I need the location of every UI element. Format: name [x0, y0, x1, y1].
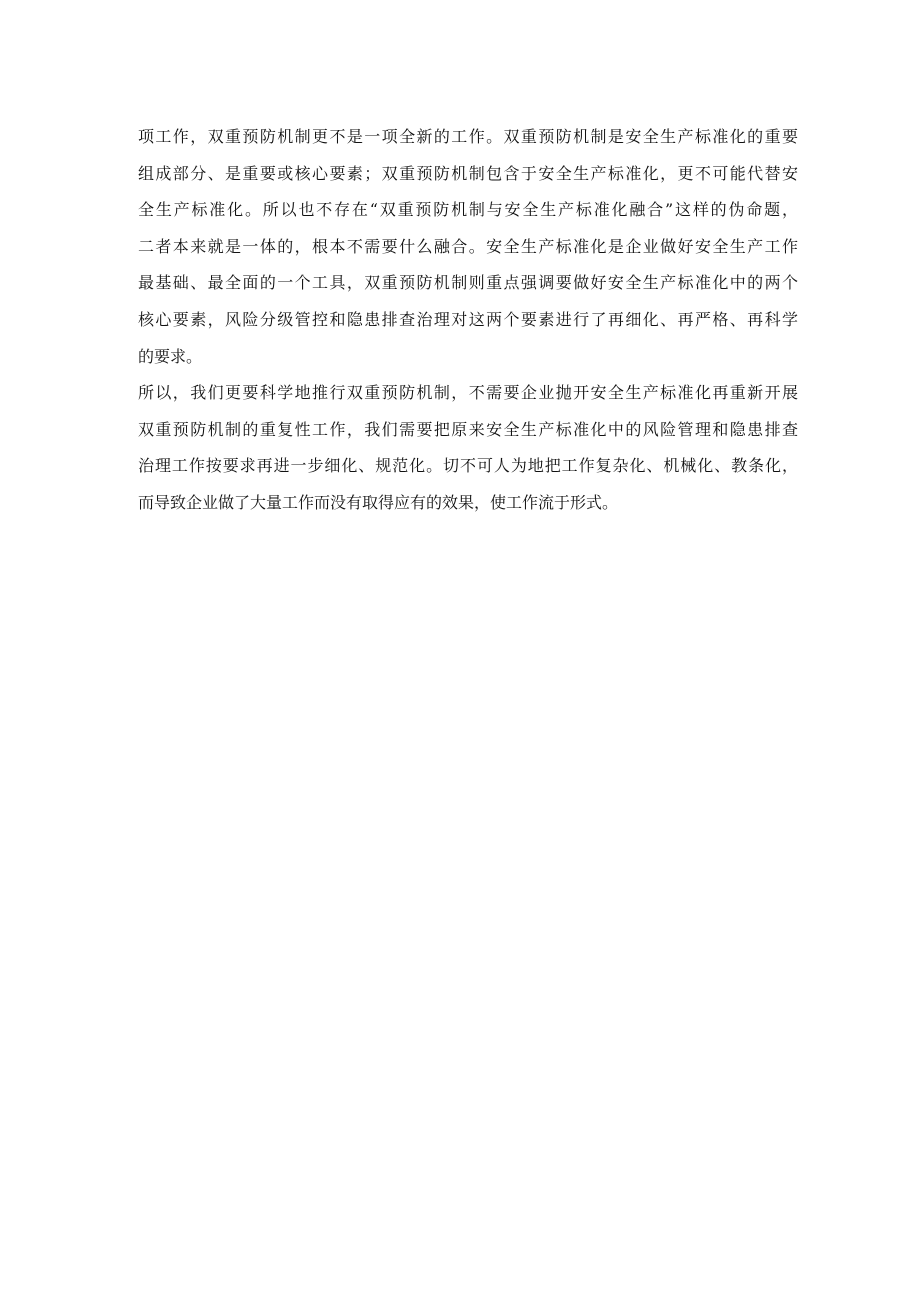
- paragraph-line: 治理工作按要求再进一步细化、规范化。切不可人为地把工作复杂化、机械化、教条化，: [138, 456, 798, 476]
- paragraph-line: 项工作，双重预防机制更不是一项全新的工作。双重预防机制是安全生产标准化的重要: [138, 127, 798, 146]
- paragraph-line: 全生产标准化。所以也不存在“双重预防机制与安全生产标准化融合”这样的伪命题，: [138, 200, 798, 220]
- paragraph-line: 二者本来就是一体的，根本不需要什么融合。安全生产标准化是企业做好安全生产工作: [138, 236, 798, 256]
- document-body: [138, 119, 798, 522]
- paragraph-line: 最基础、最全面的一个工具，双重预防机制则重点强调要做好安全生产标准化中的两个: [138, 273, 798, 293]
- paragraph-line: 的要求。: [138, 346, 203, 366]
- paragraph-line: 而导致企业做了大量工作而没有取得应有的效果，使工作流于形式。: [138, 492, 619, 512]
- paragraph-1: [138, 119, 798, 375]
- paragraph-line: 组成部分、是重要或核心要素；双重预防机制包含于安全生产标准化，更不可能代替安: [138, 163, 798, 183]
- paragraph-line: 核心要素，风险分级管控和隐患排查治理对这两个要素进行了再细化、再严格、再科学: [138, 309, 798, 329]
- paragraph-line: 双重预防机制的重复性工作，我们需要把原来安全生产标准化中的风险管理和隐患排查: [138, 419, 798, 439]
- paragraph-2: [138, 375, 798, 521]
- paragraph-line: 所以，我们更要科学地推行双重预防机制，不需要企业抛开安全生产标准化再重新开展: [138, 383, 798, 403]
